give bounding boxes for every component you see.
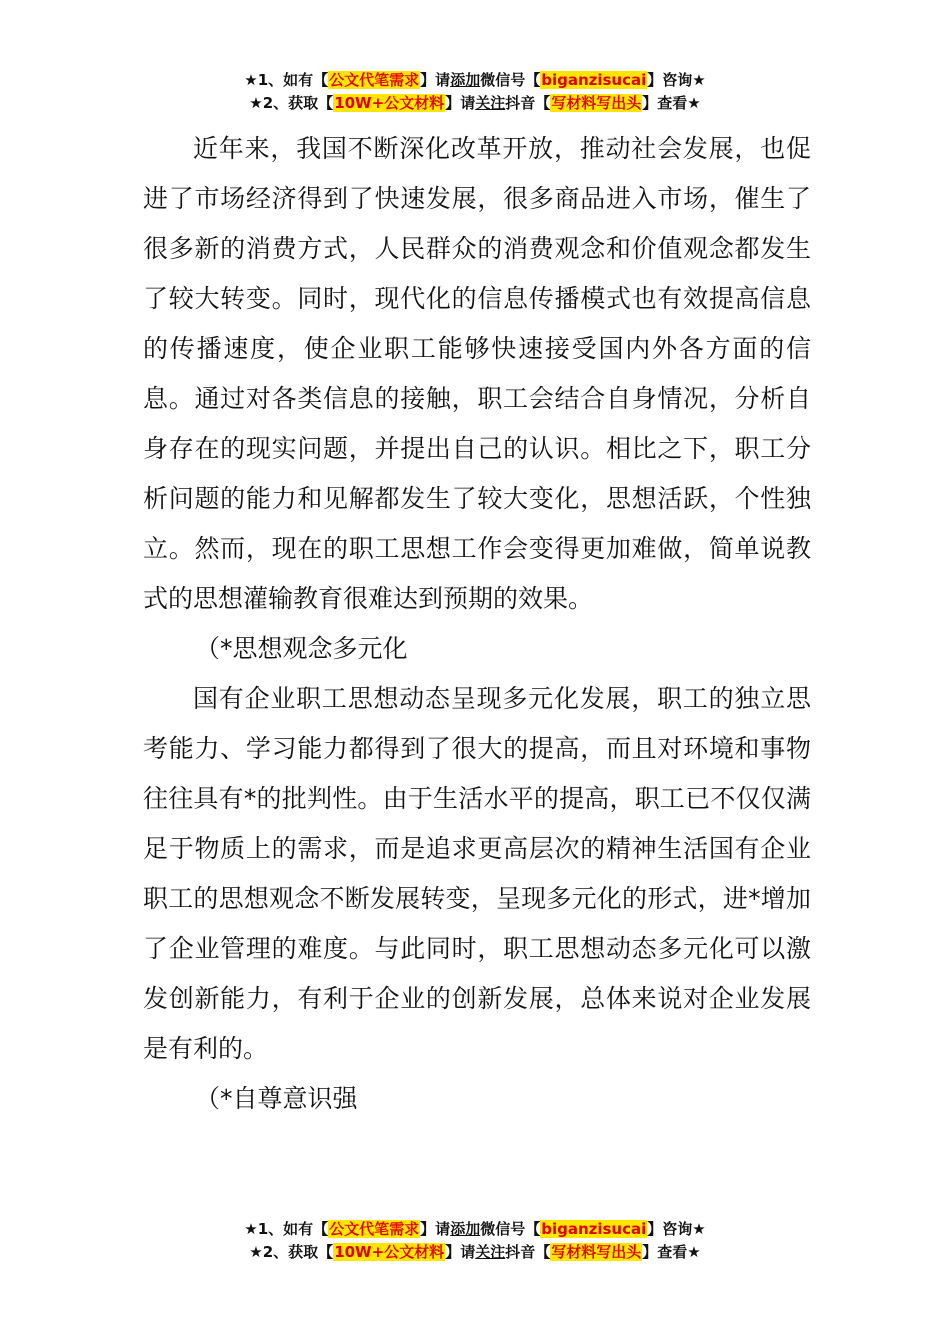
section-heading-diversified-views: （*思想观念多元化 (195, 634, 408, 663)
section-heading-self-esteem: （*自尊意识强 (195, 1084, 358, 1113)
paragraph-diversified-views: 国有企业职工思想动态呈现多元化发展，职工的独立思考能力、学习能力都得到了很大的提高，而且对环境和事物往往具有*的批判性。由于生活水平的提高，职工已不仅仅满足于物质上的需求，而是追求更高层次的精神生活国有企业职工的思想观念不断发展转变，呈现多元化的形式，进*增加了企业管理的难度。与此同时，职工思想动态多元化可以激发创新能力，有利于企业的创新发展，总体来说对企业发展是有利的。 (143, 684, 811, 1063)
banner-highlight: 10W+公文材料 (334, 94, 445, 112)
footer-banner (0, 1218, 950, 1264)
banner-douyin-id: 写材料写出头 (551, 94, 642, 112)
banner-line-2: ★2、获取【10W+公文材料】请关注抖音【写材料写出头】查看★ (249, 94, 701, 112)
banner-douyin-id: 写材料写出头 (551, 1243, 642, 1261)
banner-wechat-id: biganzisucai (541, 1220, 647, 1238)
banner-wechat-id: biganzisucai (541, 71, 647, 89)
banner-highlight: 10W+公文材料 (334, 1243, 445, 1261)
paragraph-intro: 近年来，我国不断深化改革开放，推动社会发展，也促进了市场经济得到了快速发展，很多商品进入市场，催生了很多新的消费方式，人民群众的消费观念和价值观念都发生了较大转变。同时，现代化的信息传播模式也有效提高信息的传播速度，使企业职工能够快速接受国内外各方面的信息。通过对各类信息的接触，职工会结合自身情况，分析自身存在的现实问题，并提出自己的认识。相比之下，职工分析问题的能力和见解都发生了较大变化，思想活跃，个性独立。然而，现在的职工思想工作会变得更加难做，简单说教式的思想灌输教育很难达到预期的效果。 (143, 134, 811, 613)
banner-line-2: ★2、获取【10W+公文材料】请关注抖音【写材料写出头】查看★ (249, 1243, 701, 1261)
banner-line-1: ★1、如有【公文代笔需求】请添加微信号【biganzisucai】咨询★ (244, 71, 706, 89)
banner-highlight: 公文代笔需求 (329, 1220, 420, 1238)
header-banner (0, 69, 950, 115)
banner-highlight: 公文代笔需求 (329, 71, 420, 89)
document-body (143, 124, 811, 1124)
banner-line-1: ★1、如有【公文代笔需求】请添加微信号【biganzisucai】咨询★ (244, 1220, 706, 1238)
